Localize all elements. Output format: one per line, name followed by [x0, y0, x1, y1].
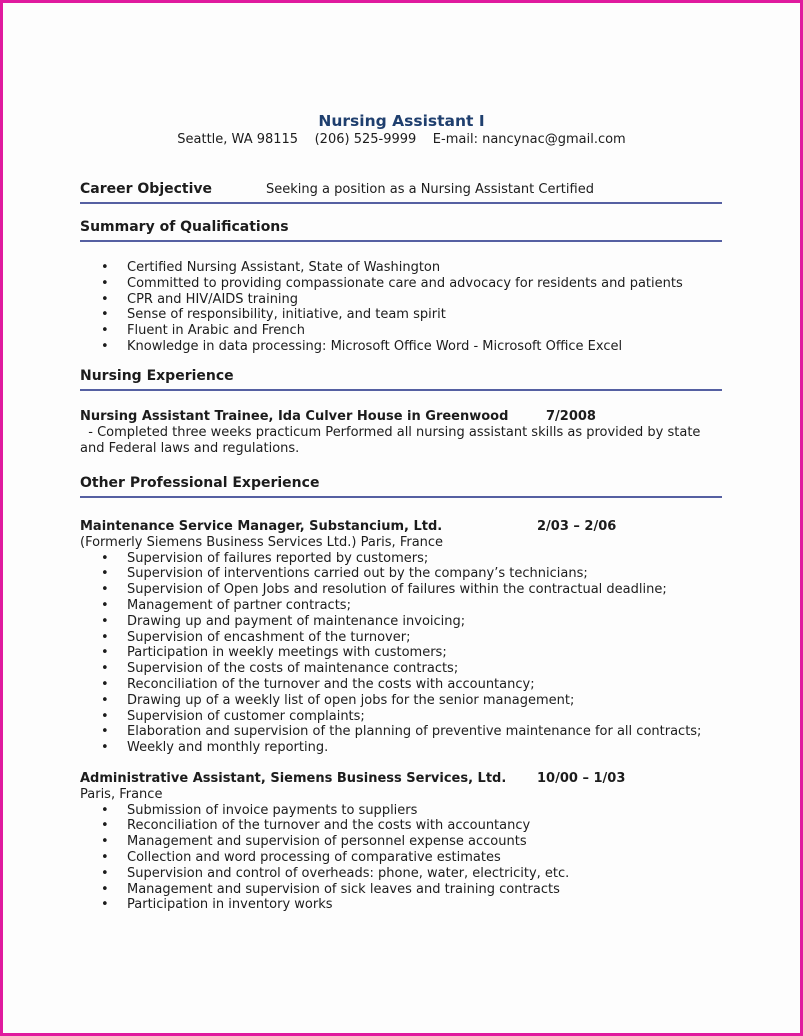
list-item: • Participation in inventory works [80, 897, 722, 913]
job-title [80, 771, 722, 787]
nursing-experience-section [80, 369, 722, 456]
list-item: • Reconciliation of the turnover and the costs with accountancy [80, 818, 722, 834]
resume-title: Nursing Assistant I [318, 112, 485, 130]
list-item: • Supervision and control of overheads: phone, water, electricity, etc. [80, 866, 722, 882]
job-description-line: and Federal laws and regulations. [80, 440, 300, 456]
job-subtitle: Paris, France [80, 786, 163, 802]
list-item: • CPR and HIV/AIDS training [80, 292, 722, 308]
job-date: 10/00 – 1/03 [537, 770, 626, 786]
list-item: • Supervision of encashment of the turnover; [80, 630, 722, 646]
list-item: • Certified Nursing Assistant, State of Washington [80, 260, 722, 276]
job-title [80, 519, 722, 535]
list-item: • Supervision of customer complaints; [80, 709, 722, 725]
list-item: • Management of partner contracts; [80, 598, 722, 614]
job-title-text: Nursing Assistant Trainee, Ida Culver House in Greenwood [80, 409, 509, 424]
job-subtitle: (Formerly Siemens Business Services Ltd.) Paris, France [80, 534, 444, 550]
list-item: • Weekly and monthly reporting. [80, 740, 722, 756]
list-item: • Fluent in Arabic and French [80, 323, 722, 339]
list-item: • Collection and word processing of comparative estimates [80, 850, 722, 866]
career-objective-heading: Career Objective [80, 181, 213, 197]
job-duties-list [80, 551, 722, 756]
list-item: • Supervision of interventions carried out by the company’s technicians; [80, 566, 722, 582]
list-item: • Knowledge in data processing: Microsoft Office Word - Microsoft Office Excel [80, 339, 722, 355]
list-item: • Management and supervision of personnel expense accounts [80, 834, 722, 850]
list-item: • Supervision of the costs of maintenance contracts; [80, 661, 722, 677]
list-item: • Submission of invoice payments to suppliers [80, 803, 722, 819]
list-item: • Sense of responsibility, initiative, and team spirit [80, 307, 722, 323]
list-item: • Drawing up and payment of maintenance invoicing; [80, 614, 722, 630]
summary-section [80, 220, 722, 355]
other-experience-section [80, 476, 722, 913]
list-item: • Drawing up of a weekly list of open jobs for the senior management; [80, 693, 722, 709]
summary-heading: Summary of Qualifications [80, 220, 722, 242]
job-title-text: Administrative Assistant, Siemens Business Services, Ltd. [80, 770, 507, 786]
contact-line: Seattle, WA 98115 (206) 525-9999 E-mail: nancynac@gmail.com [177, 132, 626, 147]
career-objective-section [80, 182, 722, 204]
summary-list [80, 260, 722, 355]
list-item: • Elaboration and supervision of the planning of preventive maintenance for all contracts; [80, 724, 722, 740]
list-item: • Management and supervision of sick leaves and training contracts [80, 882, 722, 898]
list-item: • Participation in weekly meetings with customers; [80, 645, 722, 661]
job-date: 7/2008 [546, 409, 596, 424]
career-objective-text: Seeking a position as a Nursing Assistant Certified [266, 182, 594, 197]
list-item: • Supervision of Open Jobs and resolution of failures within the contractual deadline; [80, 582, 722, 598]
job-duties-list [80, 803, 722, 914]
list-item: • Reconciliation of the turnover and the costs with accountancy; [80, 677, 722, 693]
nursing-experience-heading: Nursing Experience [80, 369, 722, 391]
other-experience-heading: Other Professional Experience [80, 476, 722, 498]
job-title-text: Maintenance Service Manager, Substancium, Ltd. [80, 519, 443, 534]
job-title [80, 409, 722, 425]
list-item: • Supervision of failures reported by customers; [80, 551, 722, 567]
section-heading [80, 182, 722, 204]
list-item: • Committed to providing compassionate care and advocacy for residents and patients [80, 276, 722, 292]
job-date: 2/03 – 2/06 [537, 519, 617, 534]
job-description-line: - Completed three weeks practicum Performed all nursing assistant skills as provided by state [80, 424, 701, 440]
